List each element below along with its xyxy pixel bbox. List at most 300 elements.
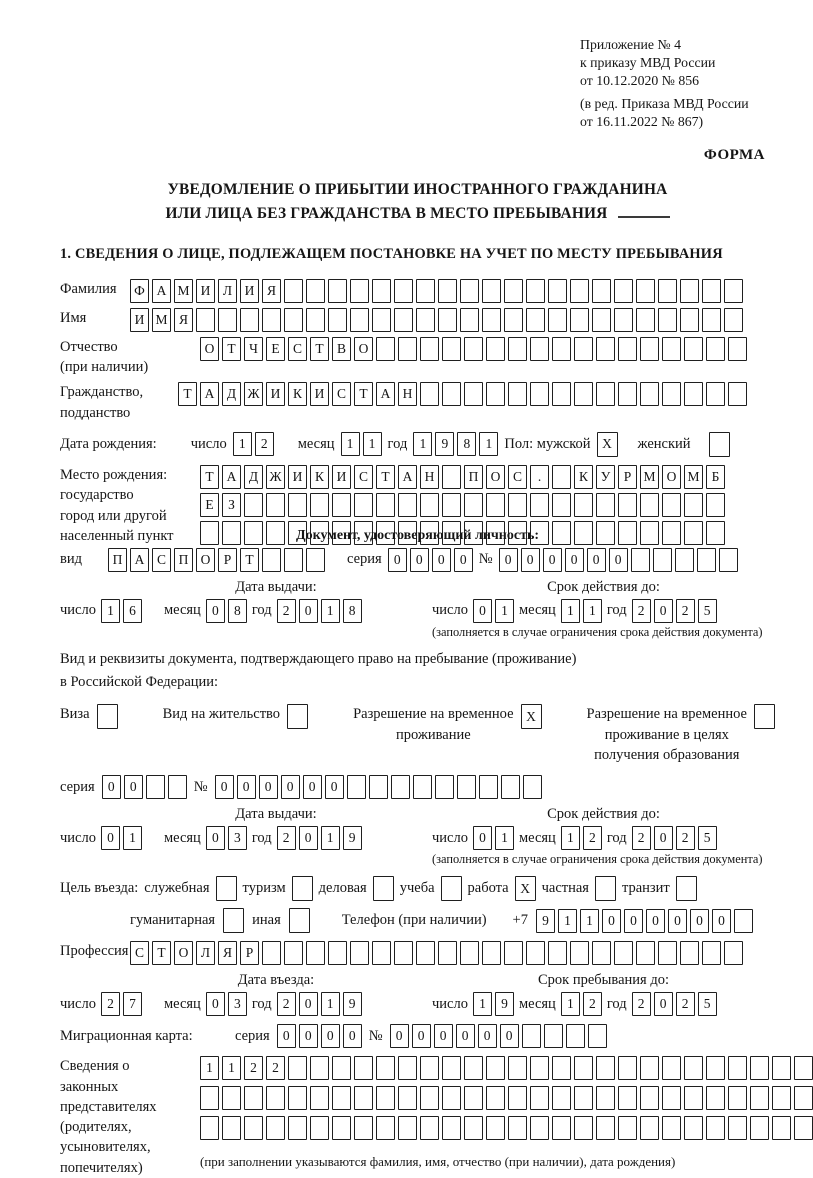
char-cell[interactable]: 1 <box>580 909 599 933</box>
char-cell[interactable]: 0 <box>456 1024 475 1048</box>
char-cell[interactable] <box>442 1086 461 1110</box>
char-cell[interactable] <box>464 337 483 361</box>
char-cell[interactable] <box>310 1086 329 1110</box>
char-cell[interactable] <box>548 941 567 965</box>
char-cell[interactable]: 2 <box>676 826 695 850</box>
char-cell[interactable] <box>706 1086 725 1110</box>
char-cell[interactable] <box>262 308 281 332</box>
char-cell[interactable]: С <box>152 548 171 572</box>
char-cell[interactable] <box>464 1056 483 1080</box>
char-cell[interactable]: А <box>398 465 417 489</box>
char-cell[interactable]: 3 <box>228 992 247 1016</box>
char-cell[interactable] <box>706 521 725 545</box>
char-cell[interactable]: 8 <box>228 599 247 623</box>
char-cell[interactable] <box>552 1116 571 1140</box>
char-cell[interactable]: А <box>376 382 395 406</box>
char-cell[interactable]: 0 <box>602 909 621 933</box>
char-cell[interactable] <box>460 279 479 303</box>
char-cell[interactable]: 0 <box>299 826 318 850</box>
char-cell[interactable] <box>574 1056 593 1080</box>
char-cell[interactable] <box>548 279 567 303</box>
char-cell[interactable] <box>570 941 589 965</box>
char-cell[interactable] <box>460 941 479 965</box>
char-cell[interactable]: 0 <box>654 992 673 1016</box>
char-cell[interactable] <box>398 337 417 361</box>
char-cell[interactable] <box>552 465 571 489</box>
char-cell[interactable] <box>376 1086 395 1110</box>
char-cell[interactable] <box>284 308 303 332</box>
char-cell[interactable] <box>566 1024 585 1048</box>
char-cell[interactable]: Т <box>354 382 373 406</box>
char-cell[interactable]: 0 <box>237 775 256 799</box>
char-cell[interactable] <box>574 521 593 545</box>
char-cell[interactable] <box>394 279 413 303</box>
char-cell[interactable] <box>168 775 187 799</box>
char-cell[interactable]: Я <box>218 941 237 965</box>
char-cell[interactable]: С <box>288 337 307 361</box>
char-cell[interactable] <box>306 941 325 965</box>
char-cell[interactable] <box>438 308 457 332</box>
char-cell[interactable]: 2 <box>583 992 602 1016</box>
char-cell[interactable] <box>618 521 637 545</box>
char-cell[interactable]: Я <box>262 279 281 303</box>
char-cell[interactable]: П <box>174 548 193 572</box>
char-cell[interactable]: Л <box>218 279 237 303</box>
char-cell[interactable]: 9 <box>495 992 514 1016</box>
char-cell[interactable] <box>552 493 571 517</box>
char-cell[interactable] <box>486 1056 505 1080</box>
char-cell[interactable] <box>596 1086 615 1110</box>
char-cell[interactable] <box>442 1056 461 1080</box>
char-cell[interactable] <box>618 1056 637 1080</box>
char-cell[interactable] <box>332 1086 351 1110</box>
char-cell[interactable] <box>398 1116 417 1140</box>
char-cell[interactable] <box>288 1056 307 1080</box>
char-cell[interactable]: 2 <box>101 992 120 1016</box>
char-cell[interactable] <box>684 382 703 406</box>
char-cell[interactable] <box>596 337 615 361</box>
char-cell[interactable] <box>570 279 589 303</box>
char-cell[interactable] <box>266 493 285 517</box>
char-cell[interactable] <box>614 279 633 303</box>
char-cell[interactable] <box>354 1086 373 1110</box>
char-cell[interactable] <box>548 308 567 332</box>
char-cell[interactable] <box>501 775 520 799</box>
char-cell[interactable]: 0 <box>299 1024 318 1048</box>
char-cell[interactable] <box>522 1024 541 1048</box>
char-cell[interactable] <box>200 1116 219 1140</box>
char-cell[interactable]: 6 <box>123 599 142 623</box>
char-cell[interactable] <box>486 493 505 517</box>
char-cell[interactable] <box>697 548 716 572</box>
char-cell[interactable]: М <box>640 465 659 489</box>
char-cell[interactable]: А <box>152 279 171 303</box>
char-cell[interactable]: З <box>222 493 241 517</box>
char-cell[interactable]: 0 <box>690 909 709 933</box>
char-cell[interactable] <box>595 876 616 901</box>
char-cell[interactable]: О <box>662 465 681 489</box>
char-cell[interactable] <box>706 1116 725 1140</box>
char-cell[interactable]: 2 <box>583 826 602 850</box>
char-cell[interactable]: 0 <box>390 1024 409 1048</box>
char-cell[interactable] <box>196 308 215 332</box>
char-cell[interactable] <box>262 548 281 572</box>
char-cell[interactable]: 0 <box>206 992 225 1016</box>
char-cell[interactable]: 0 <box>102 775 121 799</box>
char-cell[interactable]: Т <box>222 337 241 361</box>
char-cell[interactable] <box>636 279 655 303</box>
char-cell[interactable] <box>486 1086 505 1110</box>
char-cell[interactable] <box>420 1056 439 1080</box>
char-cell[interactable] <box>438 279 457 303</box>
char-cell[interactable]: 1 <box>561 826 580 850</box>
char-cell[interactable]: Ж <box>266 465 285 489</box>
char-cell[interactable] <box>244 493 263 517</box>
char-cell[interactable]: Ф <box>130 279 149 303</box>
char-cell[interactable]: 8 <box>343 599 362 623</box>
char-cell[interactable] <box>750 1056 769 1080</box>
char-cell[interactable]: 1 <box>200 1056 219 1080</box>
char-cell[interactable] <box>288 493 307 517</box>
char-cell[interactable]: 1 <box>321 599 340 623</box>
char-cell[interactable] <box>618 1086 637 1110</box>
char-cell[interactable] <box>441 876 462 901</box>
char-cell[interactable] <box>464 382 483 406</box>
char-cell[interactable] <box>350 941 369 965</box>
char-cell[interactable] <box>772 1086 791 1110</box>
char-cell[interactable]: 0 <box>259 775 278 799</box>
char-cell[interactable] <box>460 308 479 332</box>
char-cell[interactable] <box>416 279 435 303</box>
char-cell[interactable] <box>508 1116 527 1140</box>
char-cell[interactable] <box>676 876 697 901</box>
char-cell[interactable] <box>310 1056 329 1080</box>
char-cell[interactable] <box>526 308 545 332</box>
char-cell[interactable]: И <box>310 382 329 406</box>
char-cell[interactable] <box>680 941 699 965</box>
char-cell[interactable] <box>750 1086 769 1110</box>
char-cell[interactable] <box>724 941 743 965</box>
char-cell[interactable]: А <box>200 382 219 406</box>
char-cell[interactable] <box>216 876 237 901</box>
char-cell[interactable] <box>772 1056 791 1080</box>
char-cell[interactable] <box>684 337 703 361</box>
char-cell[interactable] <box>640 1086 659 1110</box>
char-cell[interactable] <box>508 1086 527 1110</box>
char-cell[interactable]: 0 <box>321 1024 340 1048</box>
char-cell[interactable]: О <box>486 465 505 489</box>
char-cell[interactable]: 0 <box>587 548 606 572</box>
char-cell[interactable] <box>675 548 694 572</box>
char-cell[interactable] <box>702 941 721 965</box>
char-cell[interactable]: 0 <box>478 1024 497 1048</box>
char-cell[interactable] <box>244 1086 263 1110</box>
char-cell[interactable]: 2 <box>277 599 296 623</box>
char-cell[interactable] <box>266 1086 285 1110</box>
char-cell[interactable]: Т <box>200 465 219 489</box>
char-cell[interactable] <box>200 1086 219 1110</box>
char-cell[interactable] <box>570 308 589 332</box>
char-cell[interactable]: Т <box>240 548 259 572</box>
char-cell[interactable]: 0 <box>206 599 225 623</box>
char-cell[interactable] <box>328 941 347 965</box>
char-cell[interactable] <box>288 1086 307 1110</box>
char-cell[interactable]: 0 <box>543 548 562 572</box>
char-cell[interactable]: 0 <box>654 599 673 623</box>
char-cell[interactable] <box>482 279 501 303</box>
char-cell[interactable] <box>794 1086 813 1110</box>
char-cell[interactable] <box>435 775 454 799</box>
char-cell[interactable] <box>354 493 373 517</box>
char-cell[interactable]: 5 <box>698 826 717 850</box>
char-cell[interactable]: 9 <box>435 432 454 456</box>
char-cell[interactable]: Д <box>222 382 241 406</box>
char-cell[interactable] <box>504 308 523 332</box>
char-cell[interactable]: Т <box>310 337 329 361</box>
char-cell[interactable]: 0 <box>712 909 731 933</box>
char-cell[interactable] <box>146 775 165 799</box>
char-cell[interactable] <box>289 908 310 933</box>
char-cell[interactable]: 0 <box>325 775 344 799</box>
char-cell[interactable] <box>373 876 394 901</box>
char-cell[interactable]: 0 <box>646 909 665 933</box>
char-cell[interactable]: 2 <box>266 1056 285 1080</box>
char-cell[interactable]: 1 <box>233 432 252 456</box>
char-cell[interactable]: X <box>597 432 618 457</box>
char-cell[interactable] <box>724 308 743 332</box>
char-cell[interactable]: 2 <box>632 599 651 623</box>
char-cell[interactable] <box>662 1056 681 1080</box>
char-cell[interactable] <box>530 1056 549 1080</box>
char-cell[interactable]: 0 <box>343 1024 362 1048</box>
char-cell[interactable] <box>706 337 725 361</box>
char-cell[interactable] <box>662 521 681 545</box>
char-cell[interactable] <box>684 521 703 545</box>
char-cell[interactable] <box>287 704 308 729</box>
char-cell[interactable]: 2 <box>244 1056 263 1080</box>
char-cell[interactable]: 0 <box>432 548 451 572</box>
char-cell[interactable] <box>398 1086 417 1110</box>
char-cell[interactable] <box>332 493 351 517</box>
char-cell[interactable] <box>684 493 703 517</box>
char-cell[interactable]: 0 <box>521 548 540 572</box>
char-cell[interactable]: Я <box>174 308 193 332</box>
char-cell[interactable] <box>592 941 611 965</box>
char-cell[interactable] <box>354 1116 373 1140</box>
char-cell[interactable] <box>662 1086 681 1110</box>
char-cell[interactable]: 9 <box>343 826 362 850</box>
char-cell[interactable]: Е <box>266 337 285 361</box>
char-cell[interactable] <box>526 279 545 303</box>
char-cell[interactable] <box>653 548 672 572</box>
char-cell[interactable]: 1 <box>413 432 432 456</box>
char-cell[interactable]: 0 <box>624 909 643 933</box>
char-cell[interactable] <box>222 1086 241 1110</box>
char-cell[interactable]: И <box>130 308 149 332</box>
char-cell[interactable] <box>794 1116 813 1140</box>
char-cell[interactable]: 0 <box>101 826 120 850</box>
char-cell[interactable]: К <box>574 465 593 489</box>
char-cell[interactable] <box>457 775 476 799</box>
char-cell[interactable]: 0 <box>473 826 492 850</box>
char-cell[interactable] <box>306 279 325 303</box>
char-cell[interactable] <box>464 1086 483 1110</box>
char-cell[interactable] <box>640 1116 659 1140</box>
char-cell[interactable]: 0 <box>410 548 429 572</box>
char-cell[interactable]: 1 <box>495 826 514 850</box>
char-cell[interactable]: 1 <box>479 432 498 456</box>
char-cell[interactable]: 0 <box>277 1024 296 1048</box>
char-cell[interactable] <box>354 1056 373 1080</box>
char-cell[interactable]: 3 <box>228 826 247 850</box>
char-cell[interactable] <box>702 308 721 332</box>
char-cell[interactable]: П <box>464 465 483 489</box>
char-cell[interactable] <box>709 432 730 457</box>
char-cell[interactable]: 1 <box>363 432 382 456</box>
char-cell[interactable]: 7 <box>123 992 142 1016</box>
char-cell[interactable]: Т <box>376 465 395 489</box>
char-cell[interactable] <box>574 1086 593 1110</box>
char-cell[interactable] <box>244 521 263 545</box>
char-cell[interactable] <box>394 308 413 332</box>
char-cell[interactable]: 0 <box>303 775 322 799</box>
char-cell[interactable] <box>398 493 417 517</box>
char-cell[interactable]: 0 <box>473 599 492 623</box>
char-cell[interactable] <box>420 337 439 361</box>
char-cell[interactable]: 2 <box>632 992 651 1016</box>
char-cell[interactable] <box>372 308 391 332</box>
char-cell[interactable] <box>310 493 329 517</box>
char-cell[interactable] <box>728 337 747 361</box>
char-cell[interactable] <box>284 548 303 572</box>
char-cell[interactable] <box>530 493 549 517</box>
char-cell[interactable] <box>266 521 285 545</box>
char-cell[interactable] <box>574 493 593 517</box>
char-cell[interactable]: С <box>332 382 351 406</box>
char-cell[interactable] <box>574 1116 593 1140</box>
char-cell[interactable]: И <box>196 279 215 303</box>
char-cell[interactable] <box>596 1056 615 1080</box>
char-cell[interactable] <box>482 308 501 332</box>
char-cell[interactable] <box>640 493 659 517</box>
char-cell[interactable]: О <box>200 337 219 361</box>
char-cell[interactable]: 0 <box>299 599 318 623</box>
char-cell[interactable] <box>482 941 501 965</box>
char-cell[interactable] <box>486 1116 505 1140</box>
char-cell[interactable]: С <box>508 465 527 489</box>
char-cell[interactable]: Ч <box>244 337 263 361</box>
char-cell[interactable] <box>328 308 347 332</box>
char-cell[interactable] <box>684 1116 703 1140</box>
char-cell[interactable] <box>719 548 738 572</box>
char-cell[interactable]: 0 <box>654 826 673 850</box>
char-cell[interactable] <box>332 1056 351 1080</box>
char-cell[interactable] <box>398 1056 417 1080</box>
char-cell[interactable] <box>442 337 461 361</box>
char-cell[interactable] <box>266 1116 285 1140</box>
char-cell[interactable]: 1 <box>321 826 340 850</box>
char-cell[interactable] <box>292 876 313 901</box>
char-cell[interactable]: М <box>174 279 193 303</box>
char-cell[interactable]: Р <box>618 465 637 489</box>
char-cell[interactable]: 1 <box>473 992 492 1016</box>
char-cell[interactable] <box>614 308 633 332</box>
char-cell[interactable] <box>222 1116 241 1140</box>
char-cell[interactable] <box>240 308 259 332</box>
char-cell[interactable]: И <box>240 279 259 303</box>
char-cell[interactable]: И <box>288 465 307 489</box>
char-cell[interactable]: Д <box>244 465 263 489</box>
char-cell[interactable]: Л <box>196 941 215 965</box>
char-cell[interactable]: 0 <box>281 775 300 799</box>
char-cell[interactable]: А <box>130 548 149 572</box>
char-cell[interactable] <box>631 548 650 572</box>
char-cell[interactable]: П <box>108 548 127 572</box>
char-cell[interactable]: Е <box>200 493 219 517</box>
char-cell[interactable] <box>596 382 615 406</box>
char-cell[interactable]: 0 <box>412 1024 431 1048</box>
char-cell[interactable] <box>508 337 527 361</box>
char-cell[interactable]: У <box>596 465 615 489</box>
char-cell[interactable]: И <box>332 465 351 489</box>
char-cell[interactable] <box>662 382 681 406</box>
char-cell[interactable]: Р <box>218 548 237 572</box>
char-cell[interactable]: К <box>288 382 307 406</box>
char-cell[interactable] <box>734 909 753 933</box>
char-cell[interactable] <box>552 382 571 406</box>
char-cell[interactable] <box>658 941 677 965</box>
char-cell[interactable] <box>636 308 655 332</box>
char-cell[interactable]: 0 <box>299 992 318 1016</box>
char-cell[interactable] <box>662 1116 681 1140</box>
char-cell[interactable]: М <box>684 465 703 489</box>
char-cell[interactable] <box>618 382 637 406</box>
char-cell[interactable] <box>508 1056 527 1080</box>
char-cell[interactable]: X <box>521 704 542 729</box>
char-cell[interactable]: 1 <box>101 599 120 623</box>
char-cell[interactable]: Н <box>398 382 417 406</box>
char-cell[interactable] <box>350 308 369 332</box>
char-cell[interactable]: 0 <box>206 826 225 850</box>
char-cell[interactable] <box>508 382 527 406</box>
char-cell[interactable] <box>332 1116 351 1140</box>
char-cell[interactable]: О <box>174 941 193 965</box>
char-cell[interactable]: 8 <box>457 432 476 456</box>
char-cell[interactable] <box>544 1024 563 1048</box>
char-cell[interactable] <box>640 1056 659 1080</box>
char-cell[interactable]: 2 <box>277 826 296 850</box>
char-cell[interactable] <box>636 941 655 965</box>
char-cell[interactable] <box>284 941 303 965</box>
char-cell[interactable] <box>592 279 611 303</box>
char-cell[interactable] <box>596 521 615 545</box>
char-cell[interactable] <box>486 382 505 406</box>
char-cell[interactable] <box>504 941 523 965</box>
char-cell[interactable]: 2 <box>676 599 695 623</box>
char-cell[interactable]: 2 <box>632 826 651 850</box>
char-cell[interactable] <box>684 1086 703 1110</box>
char-cell[interactable] <box>486 337 505 361</box>
char-cell[interactable] <box>464 493 483 517</box>
char-cell[interactable] <box>420 382 439 406</box>
char-cell[interactable] <box>618 493 637 517</box>
char-cell[interactable] <box>200 521 219 545</box>
char-cell[interactable] <box>244 1116 263 1140</box>
char-cell[interactable] <box>640 521 659 545</box>
char-cell[interactable] <box>464 1116 483 1140</box>
char-cell[interactable] <box>662 337 681 361</box>
char-cell[interactable]: 5 <box>698 599 717 623</box>
